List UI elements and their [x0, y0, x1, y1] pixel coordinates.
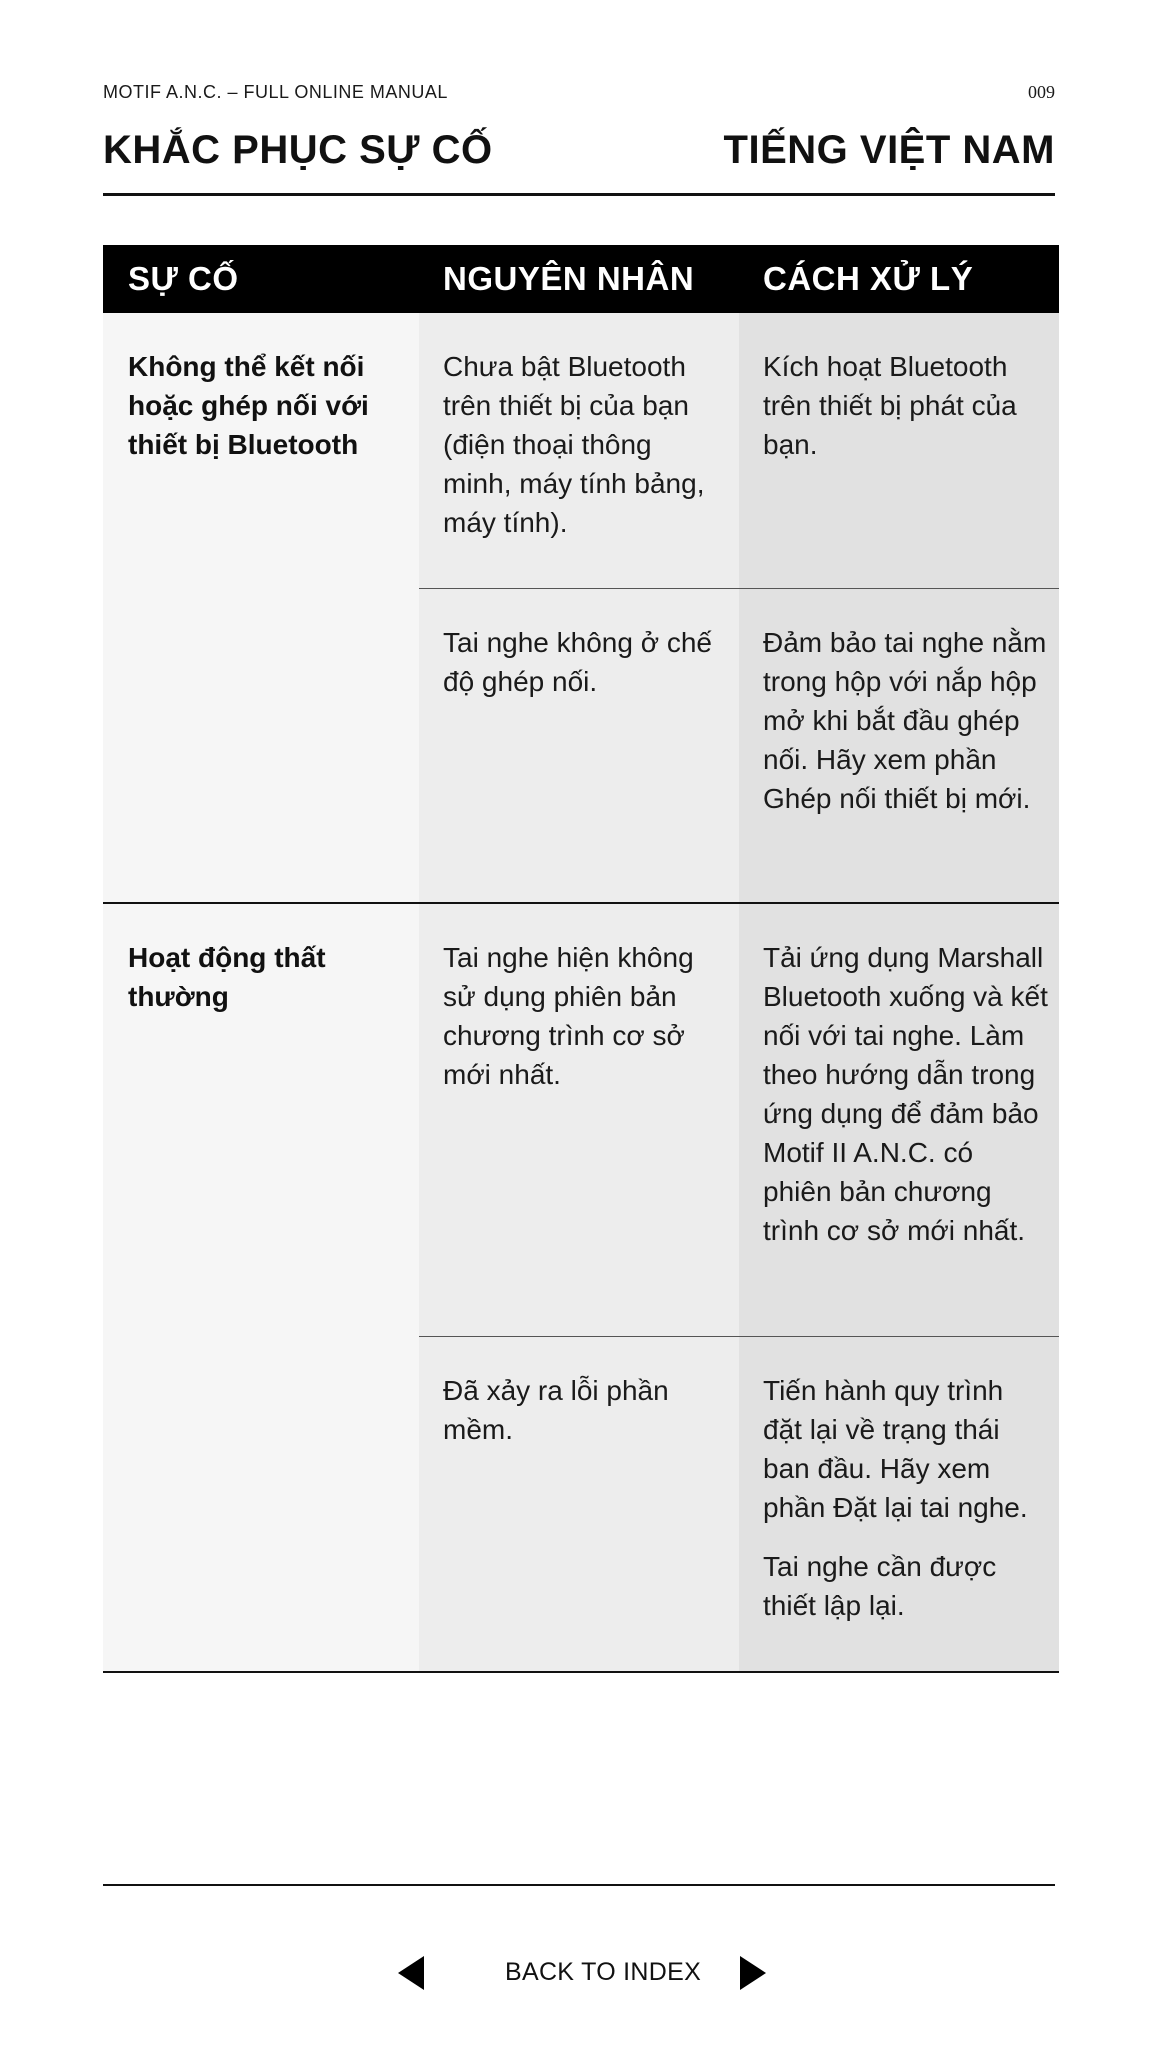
column-header-cause: NGUYÊN NHÂN [443, 260, 695, 297]
solution-text: Tải ứng dụng Marshall Bluetooth xuống và kết nối với tai nghe. Làm theo hướng dẫn trong ứng dụng để đảm bảo Motif II A.N.C. có phiên bản chương trình cơ sở mới nhất. [763, 942, 1048, 1246]
table-row-group [103, 313, 1059, 904]
cause-text: Tai nghe không ở chế độ ghép nối. [443, 627, 712, 697]
footer-divider [103, 1884, 1055, 1886]
solution-cell [739, 589, 1059, 902]
solution-cell [739, 904, 1059, 1336]
section-title: KHẮC PHỤC SỰ CỐ [103, 128, 493, 172]
column-header-issue: SỰ CỐ [128, 260, 239, 297]
language-label: TIẾNG VIỆT NAM [723, 128, 1055, 172]
page-navigation [0, 1948, 1158, 1998]
column-header-solution: CÁCH XỬ LÝ [763, 260, 974, 297]
triangle-left-icon[interactable] [398, 1956, 424, 1990]
table-row [419, 904, 1059, 1336]
table-row [419, 313, 1059, 588]
table-row [419, 1336, 1059, 1671]
manual-title: MOTIF A.N.C. – FULL ONLINE MANUAL [103, 82, 448, 102]
cause-text: Chưa bật Bluetooth trên thiết bị của bạn (điện thoại thông minh, máy tính bảng, máy tính). [443, 351, 705, 538]
cause-text: Tai nghe hiện không sử dụng phiên bản chương trình cơ sở mới nhất. [443, 942, 694, 1090]
table-row-group [103, 904, 1059, 1673]
issue-cell [103, 313, 419, 902]
solution-cell [739, 1337, 1059, 1671]
heading-row [103, 128, 1055, 186]
solution-cell [739, 313, 1059, 588]
cause-cell [419, 904, 739, 1336]
issue-text: Hoạt động thất thường [128, 942, 326, 1012]
page-number: 009 [1028, 82, 1055, 102]
back-to-index-link[interactable]: BACK TO INDEX [505, 1958, 702, 1986]
solution-text: Kích hoạt Bluetooth trên thiết bị phát của bạn. [763, 351, 1017, 460]
cause-cell [419, 589, 739, 902]
issue-cell [103, 904, 419, 1671]
triangle-right-icon[interactable] [740, 1956, 766, 1990]
solution-text: Đảm bảo tai nghe nằm trong hộp với nắp hộp mở khi bắt đầu ghép nối. Hãy xem phần Ghép nối thiết bị mới. [763, 627, 1047, 814]
table-row [419, 588, 1059, 902]
troubleshooting-table [103, 245, 1059, 1673]
cause-cell [419, 313, 739, 588]
issue-text: Không thể kết nối hoặc ghép nối với thiết bị Bluetooth [128, 351, 369, 460]
solution-text: Tiến hành quy trình đặt lại về trạng thái ban đầu. Hãy xem phần Đặt lại tai nghe. [763, 1375, 1028, 1523]
table-header [103, 245, 1059, 313]
cause-cell [419, 1337, 739, 1671]
cause-text: Đã xảy ra lỗi phần mềm. [443, 1375, 669, 1445]
solution-text: Tai nghe cần được thiết lập lại. [763, 1551, 997, 1621]
heading-divider [103, 193, 1055, 196]
running-header [103, 82, 1055, 112]
